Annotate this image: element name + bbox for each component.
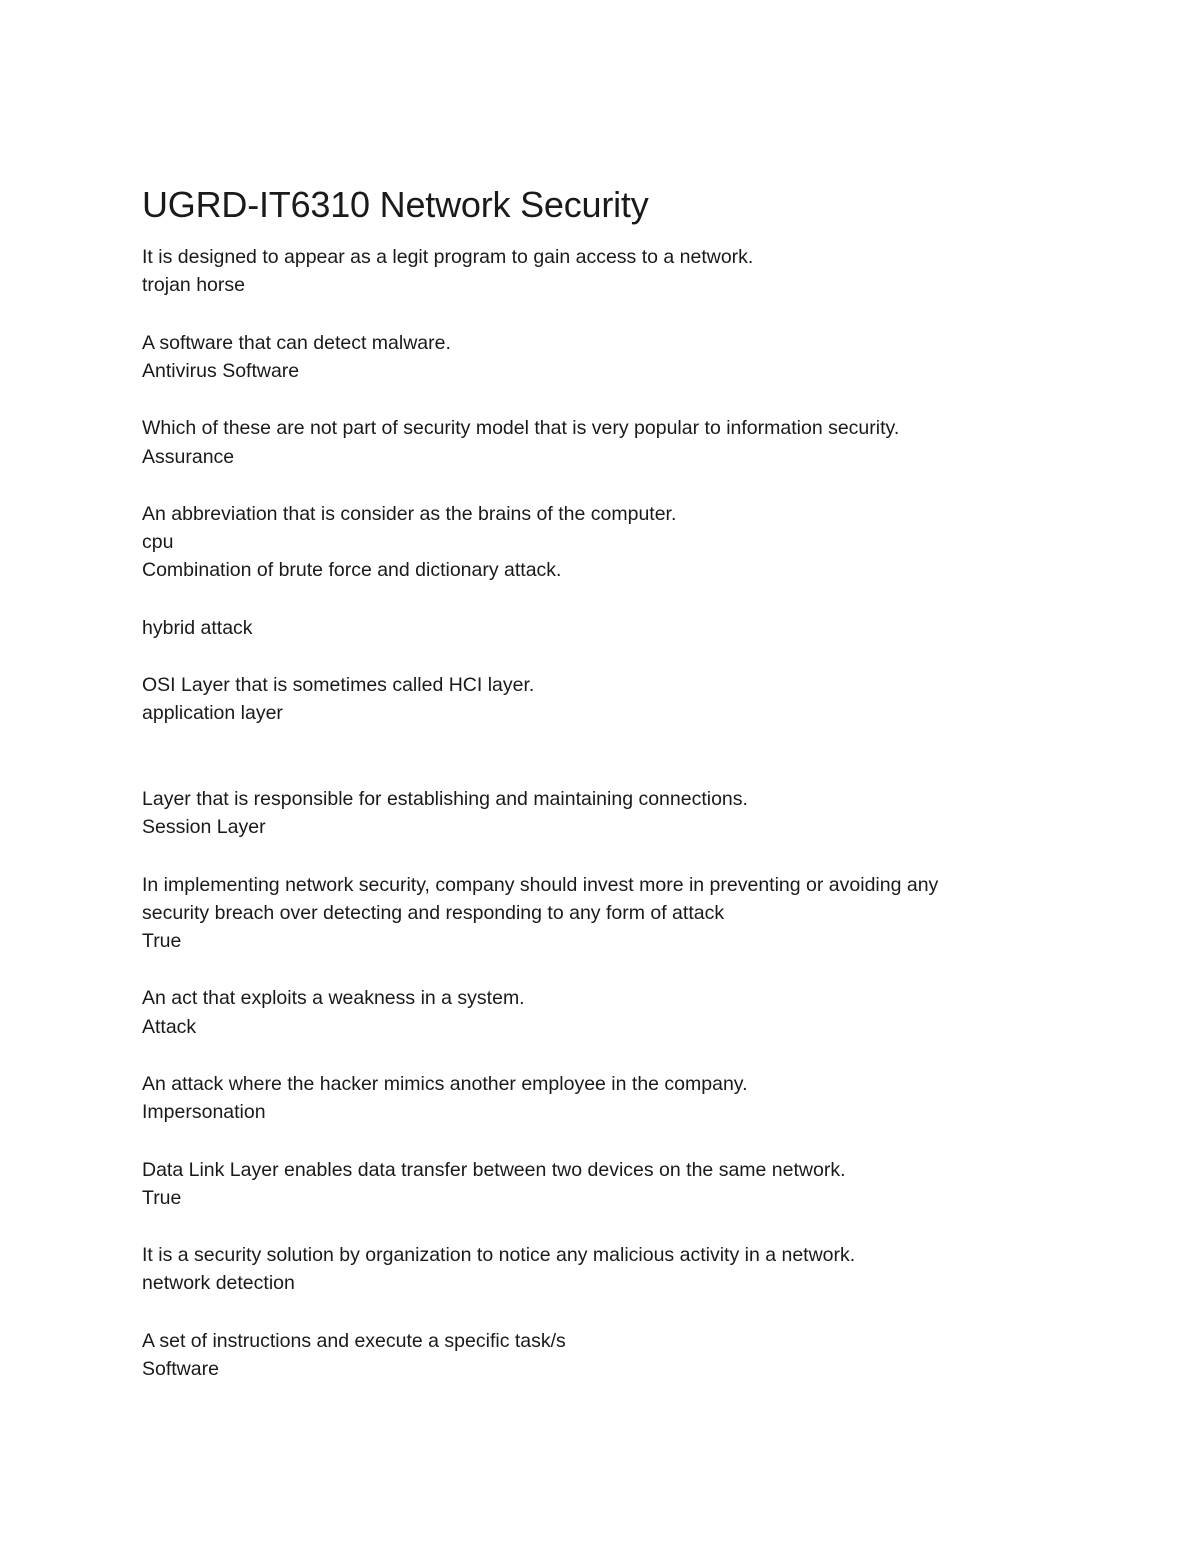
answer-10: Impersonation — [142, 1101, 266, 1123]
question-8-line-1: In implementing network security, company should invest more in preventing or avoiding any — [142, 874, 939, 896]
question-5: Combination of brute force and dictionary attack. — [142, 559, 562, 581]
question-8-line-2: security breach over detecting and responding to any form of attack — [142, 902, 725, 924]
answer-11: True — [142, 1187, 182, 1209]
answer-9: Attack — [142, 1016, 197, 1038]
answer-4: cpu — [142, 531, 174, 553]
question-4: An abbreviation that is consider as the brains of the computer. — [142, 503, 677, 525]
answer-6: application layer — [142, 702, 283, 724]
answer-1: trojan horse — [142, 274, 245, 296]
answer-7: Session Layer — [142, 816, 266, 838]
question-9: An act that exploits a weakness in a system. — [142, 987, 525, 1009]
answer-3: Assurance — [142, 446, 235, 468]
answer-13: Software — [142, 1358, 219, 1380]
page-title: UGRD-IT6310 Network Security — [142, 184, 649, 225]
answer-5: hybrid attack — [142, 617, 253, 639]
question-2: A software that can detect malware. — [142, 332, 451, 354]
question-7: Layer that is responsible for establishing and maintaining connections. — [142, 788, 748, 810]
question-1: It is designed to appear as a legit program to gain access to a network. — [142, 246, 754, 268]
answer-12: network detection — [142, 1272, 295, 1294]
question-3: Which of these are not part of security model that is very popular to information security. — [142, 417, 900, 439]
question-10: An attack where the hacker mimics another employee in the company. — [142, 1073, 748, 1095]
question-13: A set of instructions and execute a specific task/s — [142, 1330, 566, 1352]
question-6: OSI Layer that is sometimes called HCI layer. — [142, 674, 535, 696]
answer-2: Antivirus Software — [142, 360, 300, 382]
answer-8: True — [142, 930, 182, 952]
question-12: It is a security solution by organization to notice any malicious activity in a network. — [142, 1244, 856, 1266]
question-11: Data Link Layer enables data transfer between two devices on the same network. — [142, 1159, 846, 1181]
